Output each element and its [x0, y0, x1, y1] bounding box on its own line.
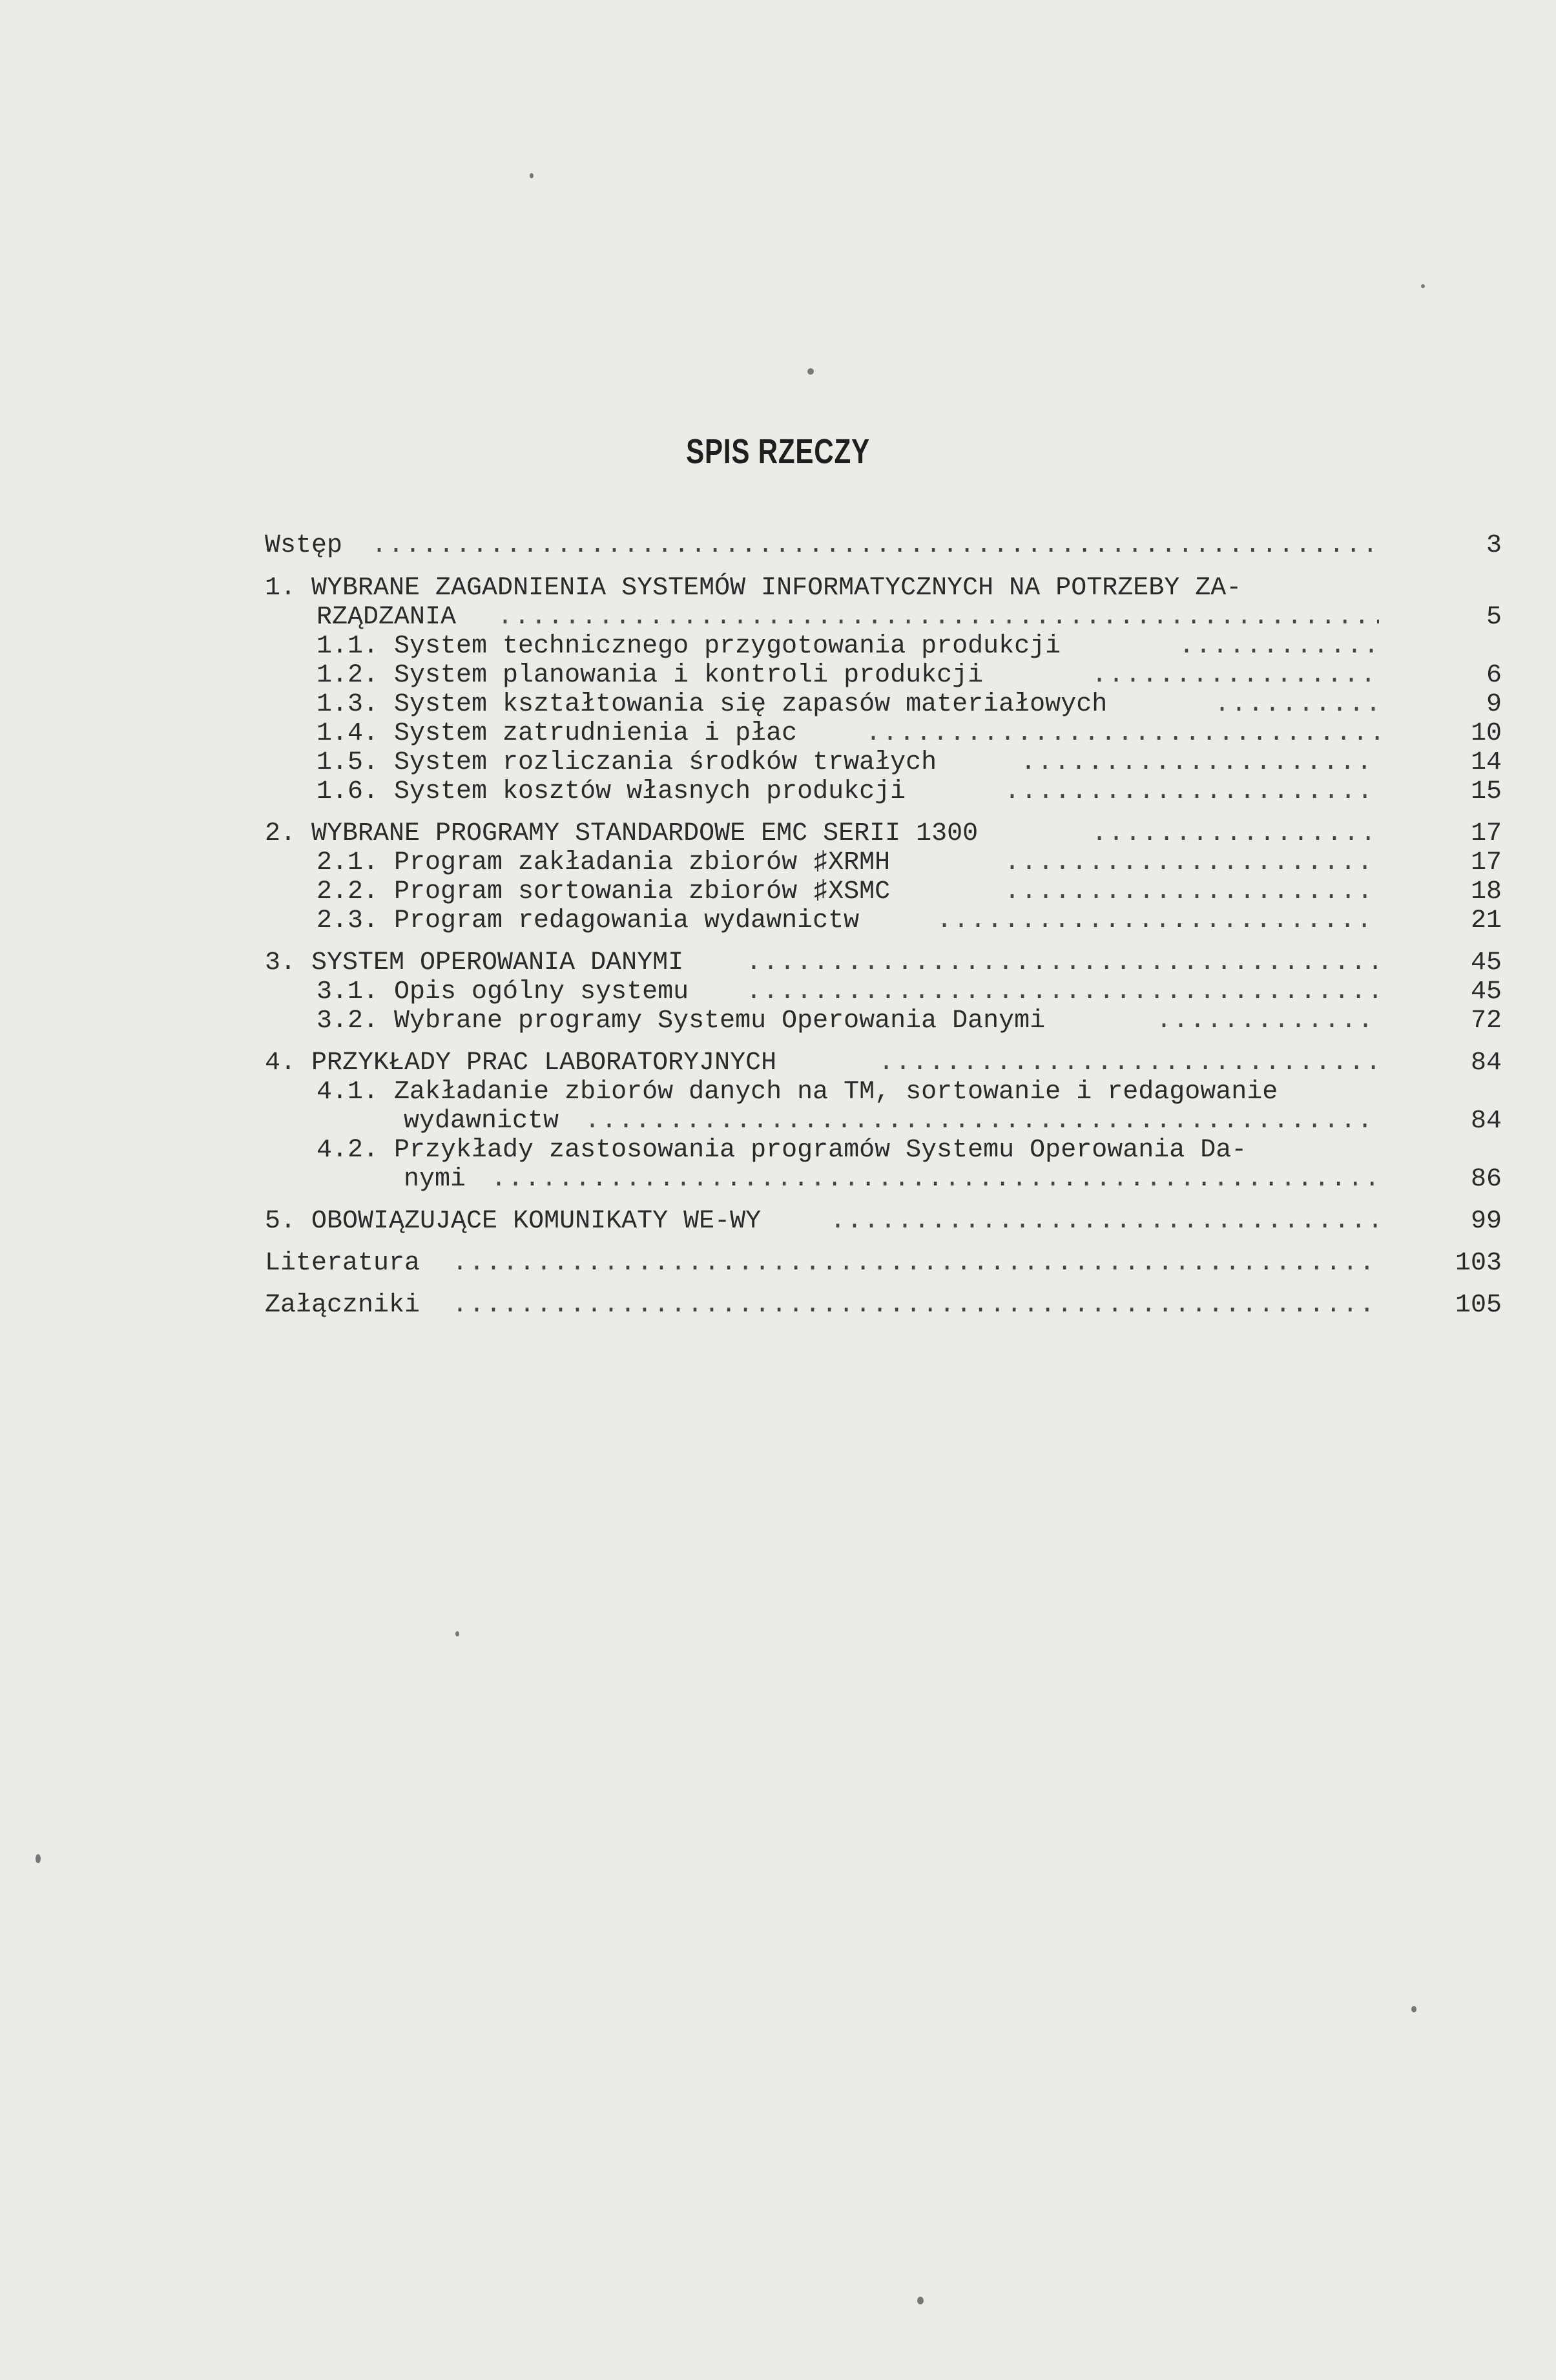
leader-dots	[1092, 661, 1379, 691]
toc-entry[interactable]	[0, 1107, 1556, 1136]
toc-entry-page: 18	[1470, 877, 1502, 906]
toc-entry-label: 3. SYSTEM OPEROWANIA DANYMI	[265, 948, 684, 977]
toc-entry[interactable]	[0, 719, 1556, 749]
leader-dots	[866, 719, 1379, 749]
leader-dots	[878, 1049, 1379, 1078]
toc-entry-label: 1.2. System planowania i kontroli produkcji	[316, 661, 984, 690]
toc-entry[interactable]	[0, 1078, 1556, 1107]
toc-entry-label: nymi	[404, 1165, 466, 1194]
leader-dots	[1004, 877, 1379, 907]
toc-entry-page: 17	[1470, 848, 1502, 877]
leader-dots	[746, 948, 1379, 978]
toc-entry-page: 105	[1455, 1291, 1502, 1320]
paper-speck	[530, 173, 534, 178]
toc-entry-label: Literatura	[265, 1249, 420, 1278]
toc-entry-page: 21	[1470, 906, 1502, 935]
toc-entry[interactable]	[0, 906, 1556, 936]
paper-speck	[917, 2297, 924, 2304]
paper-speck	[455, 1631, 459, 1636]
toc-entry-page: 72	[1470, 1007, 1502, 1036]
leader-dots	[1004, 848, 1379, 878]
leader-dots	[585, 1107, 1379, 1136]
toc-entry[interactable]	[0, 877, 1556, 907]
toc-entry-label: 3.2. Wybrane programy Systemu Operowania Danymi	[316, 1007, 1046, 1036]
toc-entry-page: 86	[1470, 1165, 1502, 1194]
toc-entry[interactable]	[0, 1136, 1556, 1165]
leader-dots	[1179, 632, 1379, 662]
toc-entry-page: 84	[1470, 1107, 1502, 1136]
toc-entry-page: 9	[1486, 690, 1502, 719]
toc-entry-label: Załączniki	[265, 1291, 420, 1320]
toc-entry-label: Wstęp	[265, 531, 343, 560]
toc-entry[interactable]	[0, 574, 1556, 603]
toc-entry-label: 5. OBOWIĄZUJĄCE KOMUNIKATY WE-WY	[265, 1207, 762, 1236]
paper-speck	[36, 1854, 41, 1863]
toc-entry-label: 1. WYBRANE ZAGADNIENIA SYSTEMÓW INFORMATYCZNYCH NA POTRZEBY ZA-	[265, 574, 1242, 603]
leader-dots	[1214, 690, 1379, 720]
toc-entry[interactable]	[0, 1049, 1556, 1078]
paper-speck	[1421, 284, 1425, 288]
toc-entry-label: 3.1. Opis ogólny systemu	[316, 977, 689, 1007]
toc-entry-label: wydawnictw	[404, 1107, 559, 1136]
toc-entry-page: 17	[1470, 819, 1502, 848]
leader-dots	[452, 1291, 1379, 1320]
toc-entry-label: 1.3. System kształtowania się zapasów materiałowych	[316, 690, 1108, 719]
leader-dots	[1021, 748, 1379, 778]
leader-dots	[746, 977, 1379, 1007]
toc-entry-label: 4.2. Przykłady zastosowania programów Systemu Operowania Da-	[316, 1136, 1247, 1165]
toc-entry-label: 2.3. Program redagowania wydawnictw	[316, 906, 860, 935]
leader-dots	[830, 1207, 1379, 1237]
toc-entry[interactable]	[0, 777, 1556, 807]
toc-entry[interactable]	[0, 748, 1556, 778]
paper-speck	[807, 368, 814, 375]
toc-entry-page: 45	[1470, 948, 1502, 977]
toc-entry[interactable]	[0, 603, 1556, 632]
toc-entry-page: 10	[1470, 719, 1502, 748]
toc-entry[interactable]	[0, 632, 1556, 662]
toc-entry[interactable]	[0, 1007, 1556, 1036]
toc-entry[interactable]	[0, 1165, 1556, 1195]
toc-entry-page: 5	[1486, 603, 1502, 632]
toc-entry-label: 2.2. Program sortowania zbiorów ♯XSMC	[316, 877, 891, 906]
leader-dots	[371, 531, 1379, 561]
toc-entry-label: 4. PRZYKŁADY PRAC LABORATORYJNYCH	[265, 1049, 777, 1078]
toc-entry-label: RZĄDZANIA	[316, 603, 457, 632]
toc-entry-page: 14	[1470, 748, 1502, 777]
toc-entry-page: 15	[1470, 777, 1502, 806]
leader-dots	[452, 1249, 1379, 1279]
toc-entry-label: 1.5. System rozliczania środków trwałych	[316, 748, 937, 777]
leader-dots	[1156, 1007, 1379, 1036]
toc-entry-label: 1.4. System zatrudnienia i płac	[316, 719, 798, 748]
toc-entry[interactable]	[0, 819, 1556, 849]
toc-entry-page: 103	[1455, 1249, 1502, 1278]
toc-entry[interactable]	[0, 690, 1556, 720]
toc-entry[interactable]	[0, 848, 1556, 878]
toc-entry[interactable]	[0, 948, 1556, 978]
leader-dots	[1004, 777, 1379, 807]
toc-entry[interactable]	[0, 977, 1556, 1007]
toc-entry-page: 6	[1486, 661, 1502, 690]
toc-entry[interactable]	[0, 661, 1556, 691]
toc-entry[interactable]	[0, 1249, 1556, 1279]
toc-entry[interactable]	[0, 1291, 1556, 1320]
toc-entry-page: 3	[1486, 531, 1502, 560]
toc-entry[interactable]	[0, 531, 1556, 561]
toc-entry-page: 84	[1470, 1049, 1502, 1078]
page-title: SPIS RZECZY	[686, 432, 870, 471]
toc-entry-label: 1.1. System technicznego przygotowania produkcji	[316, 632, 1061, 661]
leader-dots	[1092, 819, 1379, 849]
toc-entry-label: 4.1. Zakładanie zbiorów danych na TM, sortowanie i redagowanie	[316, 1078, 1278, 1107]
leader-dots	[491, 1165, 1379, 1195]
toc-entry-page: 99	[1470, 1207, 1502, 1236]
leader-dots	[937, 906, 1379, 936]
leader-dots	[497, 603, 1379, 632]
paper-speck	[1411, 2006, 1416, 2012]
toc-entry-label: 2. WYBRANE PROGRAMY STANDARDOWE EMC SERII 1300	[265, 819, 979, 848]
toc-entry-label: 1.6. System kosztów własnych produkcji	[316, 777, 906, 806]
toc-entry-label: 2.1. Program zakładania zbiorów ♯XRMH	[316, 848, 891, 877]
toc-entry-page: 45	[1470, 977, 1502, 1007]
toc-entry[interactable]	[0, 1207, 1556, 1237]
